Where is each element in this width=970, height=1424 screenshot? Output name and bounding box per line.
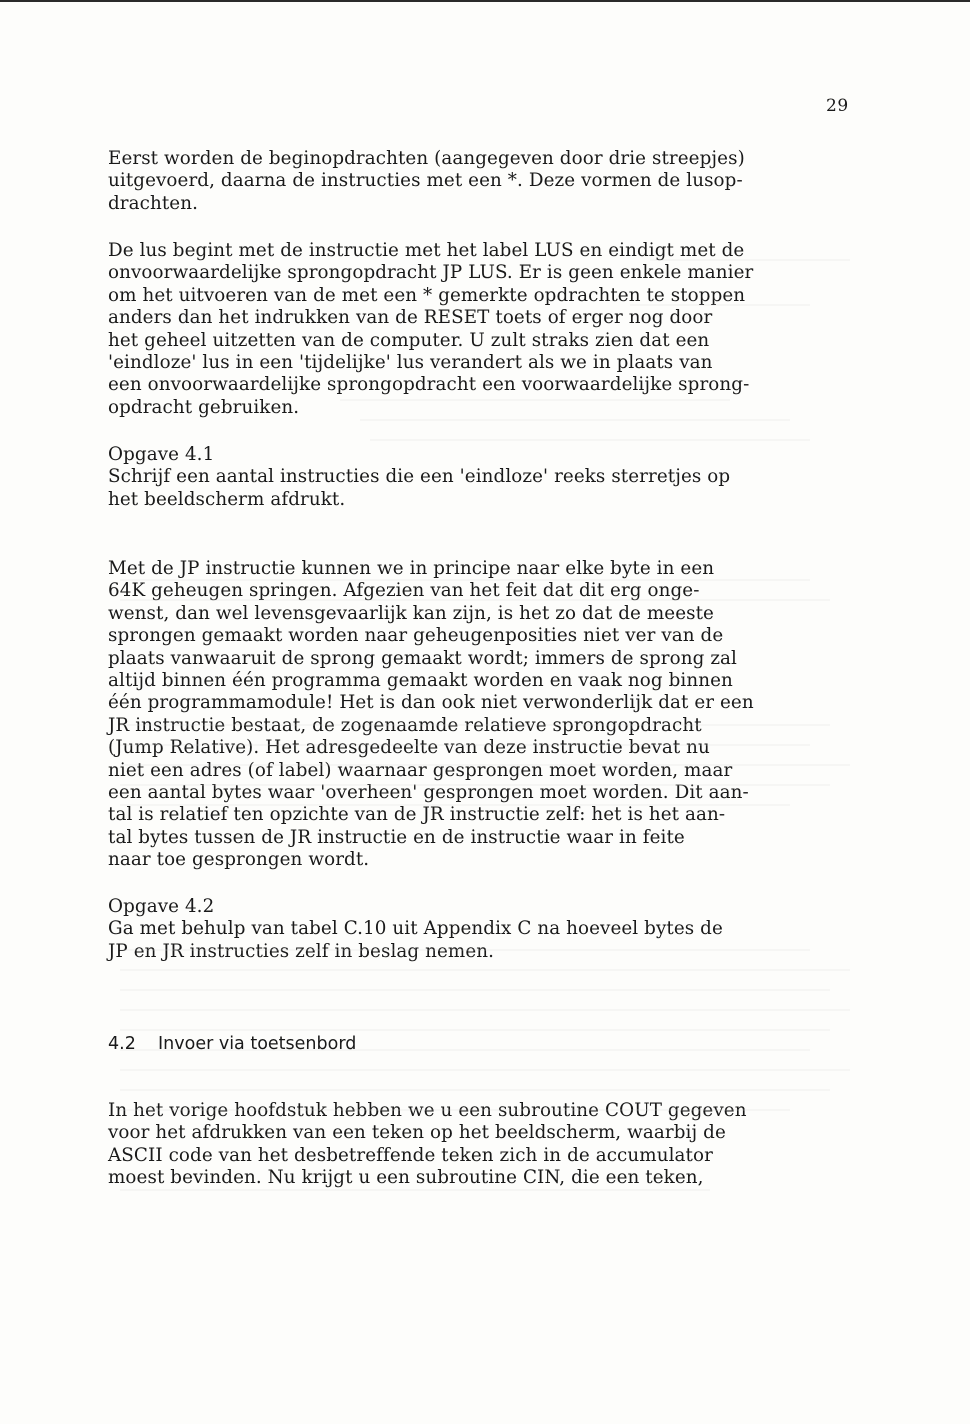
text-line: In het vorige hoofdstuk hebben we u een subroutine COUT gegeven xyxy=(108,1100,747,1121)
text-line: 'eindloze' lus in een 'tijdelijke' lus verandert als we in plaats van xyxy=(108,351,713,373)
text-line: drachten. xyxy=(108,192,199,214)
text-block-para-3 xyxy=(108,558,850,871)
top-page-rule xyxy=(0,0,970,2)
text-line: een aantal bytes waar 'overheen' gesprongen moet worden. Dit aan- xyxy=(108,781,749,803)
text-line: het beeldscherm afdrukt. xyxy=(108,488,346,510)
text-line: Schrijf een aantal instructies die een 'eindloze' reeks sterretjes op xyxy=(108,466,731,488)
text-block-exercise-4-1 xyxy=(108,444,850,511)
text-line: een onvoorwaardelijke sprongopdracht een voorwaardelijke sprong- xyxy=(108,374,750,396)
text-line: anders dan het indrukken van de RESET toets of erger nog door xyxy=(108,307,713,329)
text-line: voor het afdrukken van een teken op het beeldscherm, waarbij de xyxy=(108,1122,726,1144)
text-line: om het uitvoeren van de met een * gemerkte opdrachten te stoppen xyxy=(108,284,746,306)
text-line: JR instructie bestaat, de zogenaamde relatieve sprongopdracht xyxy=(108,714,702,736)
text-line: uitgevoerd, daarna de instructies met een *. Deze vormen de lusop- xyxy=(108,170,743,192)
text-line: tal bytes tussen de JR instructie en de instructie waar in feite xyxy=(108,826,685,848)
text-line: niet een adres (of label) waarnaar gesprongen moet worden, maar xyxy=(108,759,733,781)
text-line: opdracht gebruiken. xyxy=(108,396,300,418)
text-block-exercise-4-2 xyxy=(108,896,850,963)
text-line: Opgave 4.2 xyxy=(108,896,215,917)
text-block-para-2 xyxy=(108,240,850,419)
text-line: Opgave 4.1 xyxy=(108,444,215,465)
text-line: Ga met behulp van tabel C.10 uit Appendix C na hoeveel bytes de xyxy=(108,918,723,940)
text-line: wenst, dan wel levensgevaarlijk kan zijn, is het zo dat de meeste xyxy=(108,602,714,624)
text-line: altijd binnen één programma gemaakt worden en vaak nog binnen xyxy=(108,669,733,691)
text-line: onvoorwaardelijke sprongopdracht JP LUS. Er is geen enkele manier xyxy=(108,262,754,284)
section-title: Invoer via toetsenbord xyxy=(158,1034,357,1054)
text-line: sprongen gemaakt worden naar geheugenposities niet ver van de xyxy=(108,625,724,647)
text-line: tal is relatief ten opzichte van de JR instructie zelf: het is het aan- xyxy=(108,804,726,826)
text-line: (Jump Relative). Het adresgedeelte van deze instructie bevat nu xyxy=(108,737,710,759)
text-line: plaats vanwaaruit de sprong gemaakt wordt; immers de sprong zal xyxy=(108,647,737,669)
text-line: het geheel uitzetten van de computer. U zult straks zien dat een xyxy=(108,329,710,351)
section-number: 4.2 xyxy=(108,1034,136,1054)
text-line: Met de JP instructie kunnen we in principe naar elke byte in een xyxy=(108,558,715,579)
page-number: 29 xyxy=(826,96,849,116)
text-line: naar toe gesprongen wordt. xyxy=(108,849,370,871)
text-line: JP en JR instructies zelf in beslag nemen. xyxy=(108,940,495,962)
text-block-para-4 xyxy=(108,1100,850,1190)
text-line: Eerst worden de beginopdrachten (aangegeven door drie streepjes) xyxy=(108,148,745,169)
text-line: ASCII code van het desbetreffende teken zich in de accumulator xyxy=(108,1144,713,1166)
text-line: 64K geheugen springen. Afgezien van het feit dat dit erg onge- xyxy=(108,580,700,602)
text-line: moest bevinden. Nu krijgt u een subroutine CIN, die een teken, xyxy=(108,1167,704,1189)
text-line: De lus begint met de instructie met het label LUS en eindigt met de xyxy=(108,240,745,261)
text-block-para-1 xyxy=(108,148,850,215)
section-heading xyxy=(108,1032,356,1056)
text-line: één programmamodule! Het is dan ook niet verwonderlijk dat er een xyxy=(108,692,754,714)
